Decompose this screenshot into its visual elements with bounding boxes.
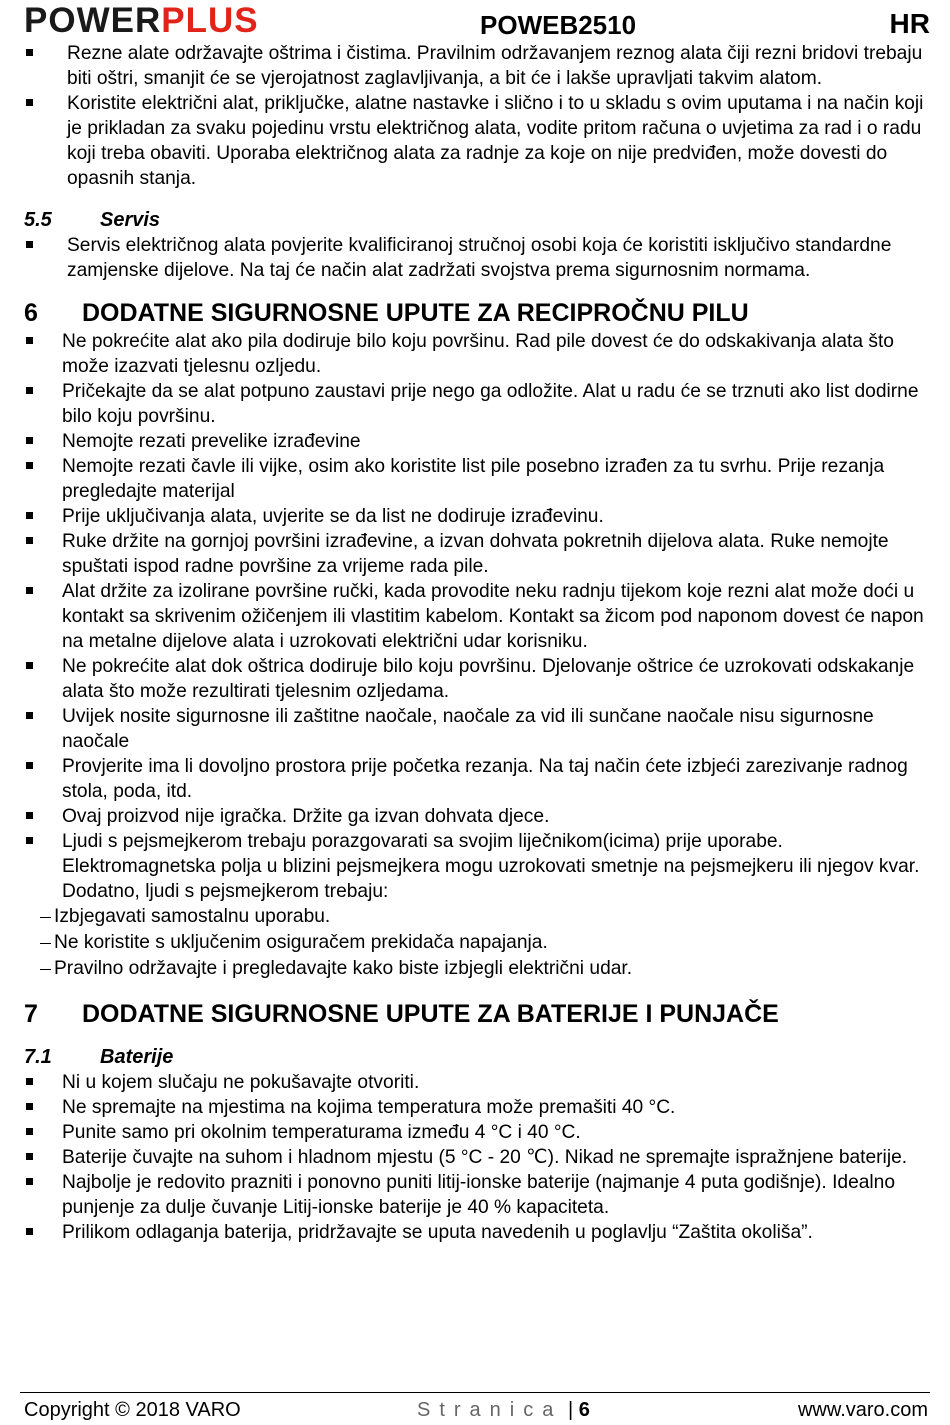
subsection-heading-7-1 [24, 1044, 929, 1070]
list-item [24, 529, 929, 579]
subsection-number: 5.5 [24, 209, 52, 231]
page-separator: | [567, 1399, 574, 1421]
dash-icon [40, 917, 51, 918]
bullet-square-icon [26, 1078, 33, 1085]
dash-icon [40, 969, 51, 970]
list-item [24, 1220, 929, 1245]
subsection-title: Baterije [100, 1046, 174, 1068]
bullet-square-icon [26, 762, 33, 769]
list-item-text: Uvijek nosite sigurnosne ili zaštitne naočale, naočale za vid ili sunčane naočale nisu sigurnosne naočale [62, 706, 874, 752]
bullet-square-icon [26, 812, 33, 819]
list-item-text: Rezne alate održavajte oštrima i čistima. Pravilnim održavanjem reznog alata čiji rezni bridovi trebaju biti oštri, smanjit će se vjerojatnost zaglavljivanja, a bit će i lakše upravljati takvim alatom. [67, 43, 923, 89]
list-item [24, 329, 929, 379]
bullet-square-icon [26, 337, 33, 344]
bullet-square-icon [26, 462, 33, 469]
section-number: 7 [24, 1000, 38, 1028]
section-6-bullet-list [24, 329, 929, 904]
list-item-text: Koristite električni alat, priključke, alatne nastavke i slično i to u skladu s ovim uputama i na način koji je prikladan za svaku pojedinu vrstu električnog alata, vodite pritom računa o uvjetima za rad i o radu koji treba obaviti. Uporaba električnog alata za radnje za koje on nije predviđen, može dovesti do opasnih stanja. [67, 93, 924, 189]
bullet-square-icon [26, 241, 33, 248]
section-heading-7 [24, 998, 929, 1030]
list-item-text: Ne pokrećite alat dok oštrica dodiruje bilo koju površinu. Djelovanje oštrice će uzrokovati odskakanje alata što može rezultirati tjelesnim ozljedama. [62, 656, 915, 702]
section-6-dash-list [24, 904, 929, 982]
section-title: DODATNE SIGURNOSNE UPUTE ZA RECIPROČNU PILU [82, 299, 749, 327]
bullet-square-icon [26, 712, 33, 719]
list-item-text: Punite samo pri okolnim temperaturama između 4 °C i 40 °C. [62, 1122, 581, 1143]
website-url: www.varo.com [797, 1399, 928, 1421]
section-7-bullet-list [24, 1070, 929, 1245]
list-item-text: Ruke držite na gornjoj površini izrađevine, a izvan dohvata pokretnih dijelova alata. Ruke nemojte spuštati ispod radne površine za vrijeme rada pile. [62, 531, 889, 577]
bullet-square-icon [26, 387, 33, 394]
list-item-text: Ni u kojem slučaju ne pokušavajte otvoriti. [62, 1072, 420, 1093]
list-item [24, 754, 929, 804]
dash-item [24, 956, 929, 982]
list-item [24, 829, 929, 904]
language-code: HR [889, 8, 930, 39]
list-item [24, 41, 929, 91]
page-label: Stranica [417, 1399, 563, 1421]
intro-bullet-list [24, 41, 929, 191]
bullet-square-icon [26, 837, 33, 844]
page-footer [20, 1392, 930, 1425]
dash-item-text: Ne koristite s uključenim osiguračem prekidača napajanja. [54, 932, 548, 953]
page-number: 6 [578, 1399, 590, 1421]
list-item [24, 654, 929, 704]
list-item [24, 704, 929, 754]
dash-item [24, 904, 929, 930]
list-item [24, 504, 929, 529]
page-header [0, 0, 950, 44]
dash-item-text: Izbjegavati samostalnu uporabu. [54, 906, 331, 927]
bullet-square-icon [26, 537, 33, 544]
dash-icon [40, 943, 51, 944]
list-item-text: Prije uključivanja alata, uvjerite se da list ne dodiruje izrađevinu. [62, 506, 604, 527]
list-item-text: Nemojte rezati čavle ili vijke, osim ako koristite list pile posebno izrađen za tu svrhu. Prije rezanja pregledajte materijal [62, 456, 885, 502]
list-item [24, 454, 929, 504]
dash-item [24, 930, 929, 956]
bullet-square-icon [26, 1178, 33, 1185]
subsection-heading-5-5 [24, 207, 929, 233]
bullet-square-icon [26, 1128, 33, 1135]
page-content [24, 41, 929, 1245]
bullet-square-icon [26, 662, 33, 669]
list-item-text: Ne spremajte na mjestima na kojima temperatura može premašiti 40 °C. [62, 1097, 676, 1118]
list-item [24, 91, 929, 191]
logo-power-text: POWER [24, 1, 162, 40]
section-heading-6 [24, 297, 929, 329]
list-item [24, 1145, 929, 1170]
bullet-square-icon [26, 587, 33, 594]
subsection-title: Servis [100, 209, 161, 231]
list-item-text: Servis električnog alata povjerite kvalificiranoj stručnoj osobi koja će koristiti isključivo standardne zamjenske dijelove. Na taj će način alat zadržati svojstva prema sigurnosnim normama. [67, 235, 892, 281]
list-item [24, 429, 929, 454]
bullet-square-icon [26, 1228, 33, 1235]
bullet-square-icon [26, 1103, 33, 1110]
bullet-square-icon [26, 49, 33, 56]
list-item-text: Alat držite za izolirane površine ručki, kada provodite neku radnju tijekom koje rezni alat može doći u kontakt sa skrivenim ožičenjem ili vlastitim kabelom. Kontakt sa žicom pod naponom dovest će napon na metalne dijelove alata i uzrokovati električni udar korisniku. [62, 581, 924, 652]
list-item-text: Nemojte rezati prevelike izrađevine [62, 431, 361, 452]
list-item [24, 1170, 929, 1220]
list-item-text: Baterije čuvajte na suhom i hladnom mjestu (5 °C - 20 ℃). Nikad ne spremajte ispražnjene baterije. [62, 1147, 908, 1168]
bullet-square-icon [26, 99, 33, 106]
page-indicator [417, 1399, 590, 1422]
list-item [24, 804, 929, 829]
dash-item-text: Pravilno održavajte i pregledavajte kako biste izbjegli električni udar. [54, 958, 633, 979]
list-item [24, 1120, 929, 1145]
bullet-square-icon [26, 512, 33, 519]
list-item-text: Provjerite ima li dovoljno prostora prije početka rezanja. Na taj način ćete izbjeći zarezivanje radnog stola, poda, itd. [62, 756, 908, 802]
servis-bullet-list [24, 233, 929, 283]
subsection-number: 7.1 [24, 1046, 52, 1068]
bullet-square-icon [26, 1153, 33, 1160]
list-item-text: Najbolje je redovito prazniti i ponovno puniti litij-ionske baterije (najmanje 4 puta godišnje). Idealno punjenje za dulje čuvanje Litij-ionske baterije je 40 % kapaciteta. [62, 1172, 896, 1218]
logo-plus-text: PLUS [161, 1, 259, 40]
powerplus-logo [24, 2, 259, 40]
section-title: DODATNE SIGURNOSNE UPUTE ZA BATERIJE I PUNJAČE [82, 1000, 779, 1028]
list-item-text: Pričekajte da se alat potpuno zaustavi prije nego ga odložite. Alat u radu će se trznuti ako list dodirne bilo koju površinu. [62, 381, 919, 427]
list-item-text: Ovaj proizvod nije igračka. Držite ga izvan dohvata djece. [62, 806, 550, 827]
list-item-text: Ne pokrećite alat ako pila dodiruje bilo koju površinu. Rad pile dovest će do odskakivanja alata što može izazvati tjelesnu ozljedu. [62, 331, 894, 377]
section-number: 6 [24, 299, 38, 327]
list-item [24, 233, 929, 283]
list-item-text: Ljudi s pejsmejkerom trebaju porazgovarati sa svojim liječnikom(icima) prije uporabe. Elektromagnetska polja u blizini pejsmejkera mogu uzrokovati smetnje na pejsmejkeru ili njegov kvar. Dodatno, ljudi s pejsmejkerom trebaju: [62, 831, 920, 902]
list-item [24, 1095, 929, 1120]
list-item [24, 1070, 929, 1095]
model-number: POWEB2510 [480, 10, 637, 40]
bullet-square-icon [26, 437, 33, 444]
list-item-text: Prilikom odlaganja baterija, pridržavajte se uputa navedenih u poglavlju “Zaštita okoliša”. [62, 1222, 813, 1243]
copyright-text: Copyright © 2018 VARO [24, 1399, 241, 1421]
list-item [24, 379, 929, 429]
list-item [24, 579, 929, 654]
